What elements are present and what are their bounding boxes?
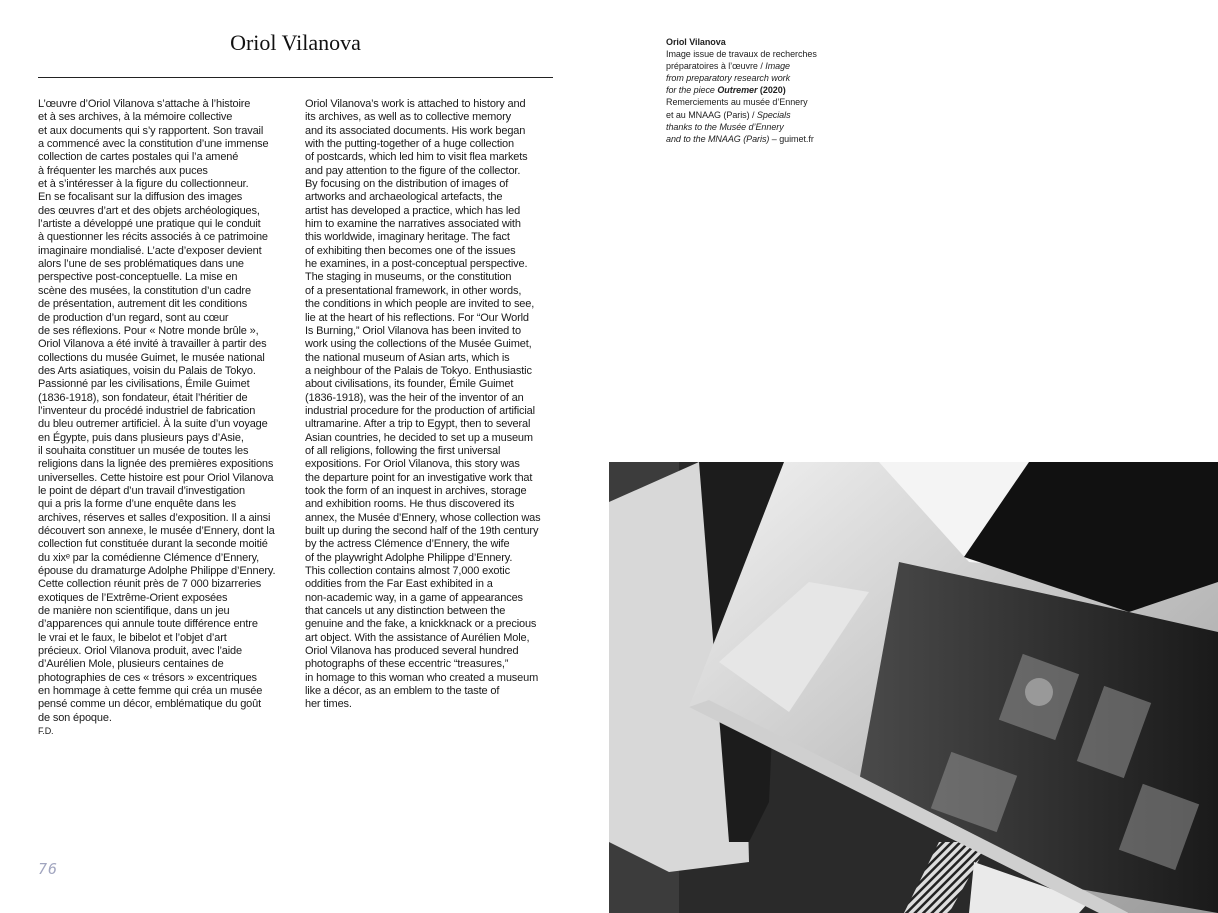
french-text-line: des Arts asiatiques, voisin du Palais de Tokyo. [38,364,256,377]
english-text-line: Is Burning,” Oriol Vilanova has been invited to [305,324,521,337]
english-text-line: and exhibition rooms. He thus discovered its [305,498,515,511]
caption-segment: préparatoires à l’œuvre / [666,61,766,72]
french-text-line: découvert son annexe, le musée d’Ennery, dont la [38,525,275,537]
french-text-line: de manière non scientifique, dans un jeu [38,605,230,618]
french-text-line: a commencé avec la constitution d’une immense [38,138,269,151]
french-text-line: le vrai et le faux, le bibelot et l’objet d’art [38,631,227,644]
french-text-line: de ses réflexions. Pour « Notre monde brûle », [38,324,259,337]
french-text-line: l’inventeur du procédé industriel de fabrication [38,404,256,417]
french-text-line: et aux documents qui s’y rapportent. Son travail [38,124,264,137]
caption-line [666,133,817,145]
caption-line [666,121,817,133]
french-text-line: en Égypte, puis dans plusieurs pays d’Asie, [38,431,244,444]
english-text-line: genuine and the fake, a knickknack or a precious [305,618,537,631]
english-text-line: industrial procedure for the production of artificial [305,404,535,417]
english-text-line: him to examine the narratives associated with [305,218,521,231]
french-text-line: collection fut constituée durant la seconde moitié [38,538,268,551]
french-text-line: d’apparences qui annule toute différence entre [38,618,258,631]
french-text-line: collection de cartes postales qui l’a amené [38,151,239,164]
caption-line [666,36,817,48]
french-text-line: collections du musée Guimet, le musée national [38,351,265,364]
english-text-line: The staging in museums, or the constitution [305,271,512,284]
french-text-line: En se focalisant sur la diffusion des images [38,191,243,204]
french-text-line: et à ses archives, à la mémoire collective [38,111,233,124]
caption-line [666,84,817,96]
french-text-line: de son époque. [38,711,112,724]
english-text-line: the conditions in which people are invited to see, [305,298,535,311]
english-text-line: annex, the Musée d’Ennery, whose collection was [305,511,541,524]
french-text-line: des œuvres d’art et des objets archéologiques, [38,204,260,217]
french-text-line: religions dans la lignée des premières expositions [38,458,274,471]
english-text-line: art object. With the assistance of Aurélien Mole, [305,631,530,644]
english-text-line: ultramarine. After a trip to Egypt, then to several [305,418,531,431]
french-text-line: de présentation, autrement dit les conditions [38,298,248,311]
english-text-line: the national museum of Asian arts, which is [305,351,510,364]
article-title: Oriol Vilanova [230,30,361,55]
english-text-line: Asian countries, he decided to set up a museum [305,431,533,444]
french-text-line: précieux. Oriol Vilanova produit, avec l’aide [38,645,242,658]
caption-line [666,96,817,108]
caption-segment: et au MNAAG (Paris) / [666,109,757,120]
title-divider [38,77,553,78]
english-text-line: a neighbour of the Palais de Tokyo. Enthusiastic [305,364,532,377]
french-text-line: pensé comme un décor, emblématique du goût [38,698,262,711]
french-text-line: alors l’une de ses problématiques dans une [38,258,244,271]
english-text-line: by the actress Clémence d’Ennery, the wife [305,538,510,551]
english-text-line: By focusing on the distribution of images of [305,178,509,191]
english-text-line: took the form of an inquest in archives, storage [305,484,527,497]
english-text-line: the departure point for an investigative work that [305,471,533,484]
french-text-line: Cette collection réunit près de 7 000 bizarreries [38,578,262,591]
french-text-line: archives, réserves et salles d’exposition. Il a ainsi [38,511,271,524]
french-text-line: exotiques de l’Extrême-Orient exposées [38,591,228,604]
french-text-line: en hommage à cette femme qui créa un musée [38,685,263,698]
french-text-line: à fréquenter les marchés aux puces [38,164,208,177]
museum-photo-image [609,462,1218,913]
english-text-line: Oriol Vilanova’s work is attached to history and [305,98,526,110]
english-text-line: and pay attention to the figure of the collector. [305,164,521,177]
page-number: 76 [38,860,59,878]
french-text-line: d’Aurélien Mole, plusieurs centaines de [38,658,224,671]
french-text-line: qui a pris la forme d’une enquête dans les [38,498,236,511]
english-text-line: of the playwright Adolphe Philippe d’Ennery. [305,551,513,564]
photo-caption [666,36,817,145]
english-text-line: non-academic way, in a game of appearances [305,591,523,604]
english-text-line: of a presentational framework, in other words, [305,284,522,297]
caption-segment: and to the MNAAG (Paris) [666,133,770,144]
caption-line [666,109,817,121]
english-text-line: and its associated documents. His work began [305,124,526,137]
english-text-line: lie at the heart of his reflections. For “Our World [305,311,529,324]
english-text-line: work using the collections of the Musée Guimet, [305,338,532,351]
author-initials: F.D. [38,726,54,737]
french-text-line: épouse du dramaturge Adolphe Philippe d’Ennery. [38,565,276,578]
caption-segment: Specials [756,109,791,120]
french-text-line: du bleu outremer artificiel. À la suite d’un voyage [38,418,268,431]
english-text-line: he examines, in a post-conceptual perspective. [305,258,528,271]
caption-segment: – guimet.fr [769,133,814,144]
caption-segment: Image issue de travaux de recherches [666,49,817,60]
french-text-line: il souhaita constituer un musée de toutes les [38,444,249,457]
english-text-line: This collection contains almost 7,000 exotic [305,565,510,578]
english-text-line: oddities from the Far East exhibited in a [305,578,493,591]
caption-segment: Outremer [717,85,758,96]
caption-segment: Remerciements au musée d’Ennery [666,97,808,108]
english-text-line: in homage to this woman who created a museum [305,671,539,684]
english-text-line: of exhibiting then becomes one of the issues [305,244,516,257]
english-text-line: with the putting-together of a huge collection [305,138,514,151]
english-text-line: expositions. For Oriol Vilanova, this story was [305,458,520,471]
english-text-line: of all religions, following the first universal [305,444,501,457]
french-text-line: photographies de ces « trésors » excentriques [38,671,257,684]
english-text-line: about civilisations, its founder, Émile Guimet [305,378,514,391]
caption-segment: from preparatory research work [666,73,791,84]
french-text-line: (1836-1918), son fondateur, était l’héritier de [38,391,248,404]
english-text-line: built up during the second half of the 19th century [305,525,539,537]
french-text-line: Passionné par les civilisations, Émile Guimet [38,378,250,391]
caption-segment: for the piece [666,85,718,96]
caption-line [666,48,817,60]
english-text-line: this worldwide, imaginary heritage. The fact [305,231,510,244]
english-text-line: Oriol Vilanova has produced several hundred [305,645,519,658]
french-text-line: scène des musées, la constitution d’un cadre [38,284,251,297]
caption-segment: thanks to the Musée d’Ennery [666,121,784,132]
english-text-line: that cancels ut any distinction between the [305,605,506,618]
french-text-line: de production d’un regard, sont au cœur [38,311,229,324]
french-text-line: l’artiste a développé une pratique qui le conduit [38,218,261,231]
french-text-line: et à s’intéresser à la figure du collectionneur. [38,178,249,191]
caption-line [666,72,817,84]
english-text-line: her times. [305,698,352,711]
english-text-line: (1836-1918), was the heir of the inventor of an [305,391,524,404]
english-text-line: artist has developed a practice, which has led [305,204,521,217]
caption-segment: (2020) [757,85,786,96]
french-text-line: à questionner les récits associés à ce patrimoine [38,231,268,244]
french-text-line: perspective post-conceptuelle. La mise en [38,271,238,284]
french-text-column [38,98,275,739]
french-text-line: imaginaire mondialisé. L’acte d’exposer devient [38,244,262,257]
french-text-line: du xixᵉ par la comédienne Clémence d’Ennery, [38,551,260,564]
caption-line [666,60,817,72]
english-text-line: photographs of these eccentric “treasures,” [305,658,509,671]
english-text-line: like a décor, as an emblem to the taste of [305,685,500,698]
caption-segment: Oriol Vilanova [666,37,726,47]
caption-segment: Image [765,61,791,72]
english-text-line: artworks and archaeological artefacts, the [305,191,503,204]
french-text-line: L’œuvre d’Oriol Vilanova s’attache à l’histoire [38,98,251,110]
museum-photo [609,462,1218,913]
french-text-line: Oriol Vilanova a été invité à travailler à partir des [38,338,267,351]
french-text-line: le point de départ d’un travail d’investigation [38,484,245,497]
english-text-line: its archives, as well as to collective memory [305,111,511,124]
french-text-line: universelles. Cette histoire est pour Oriol Vilanova [38,471,274,484]
english-text-line: of postcards, which led him to visit flea markets [305,151,528,164]
english-text-column [305,98,541,712]
